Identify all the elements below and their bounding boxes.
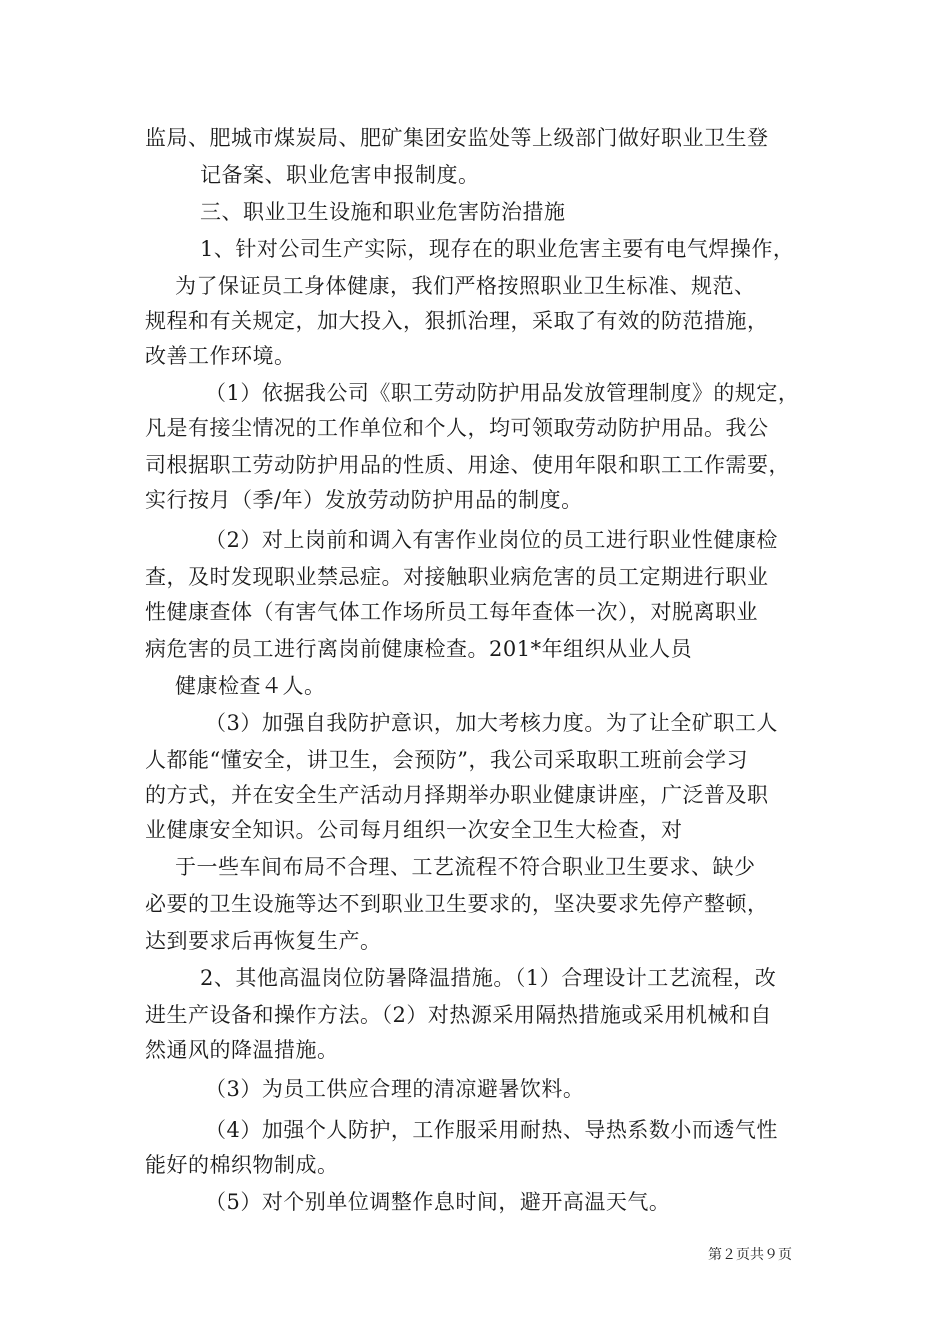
text-line: 记备案、职业危害申报制度。	[200, 163, 480, 187]
text-line: （4）加强个人防护，工作服采用耐热、导热系数小而透气性	[205, 1118, 778, 1142]
text-line: （3）加强自我防护意识，加大考核力度。为了让全矿职工人	[205, 711, 778, 735]
text-line: 监局、肥城市煤炭局、肥矿集团安监处等上级部门做好职业卫生登	[145, 126, 769, 150]
text-line: 凡是有接尘情况的工作单位和个人，均可领取劳动防护用品。我公	[145, 416, 769, 440]
text-line: 必要的卫生设施等达不到职业卫生要求的，坚决要求先停产整顿，	[145, 892, 769, 916]
text-line: 能好的棉织物制成。	[145, 1153, 339, 1177]
text-line: （2）对上岗前和调入有害作业岗位的员工进行职业性健康检	[205, 528, 778, 552]
text-line: （1）依据我公司《职工劳动防护用品发放管理制度》的规定，	[205, 381, 800, 405]
text-line: （3）为员工供应合理的清凉避暑饮料。	[205, 1077, 585, 1101]
text-line: 查，及时发现职业禁忌症。对接触职业病危害的员工定期进行职业	[145, 565, 769, 589]
text-line: 然通风的降温措施。	[145, 1038, 339, 1062]
text-line: 为了保证员工身体健康，我们严格按照职业卫生标准、规范、	[175, 274, 756, 298]
text-line: 性健康查体（有害气体工作场所员工每年查体一次），对脱离职业	[145, 600, 758, 624]
text-line: 于一些车间布局不合理、工艺流程不符合职业卫生要求、缺少	[175, 855, 756, 879]
text-line: 1、针对公司生产实际，现存在的职业危害主要有电气焊操作，	[200, 237, 795, 261]
text-line: 达到要求后再恢复生产。	[145, 929, 382, 953]
text-line: 2、其他高温岗位防暑降温措施。（1）合理设计工艺流程，改	[200, 966, 777, 990]
text-line: 人都能“懂安全，讲卫生，会预防”，我公司采取职工班前会学习	[145, 748, 748, 772]
text-line: 进生产设备和操作方法。（2）对热源采用隔热措施或采用机械和自	[145, 1003, 772, 1027]
text-line: 业健康安全知识。公司每月组织一次安全卫生大检查，对	[145, 818, 683, 842]
page-number: 第２页共９页	[708, 1247, 792, 1263]
text-line: 实行按月（季/年）发放劳动防护用品的制度。	[145, 488, 583, 512]
text-line: 规程和有关规定，加大投入，狠抓治理，采取了有效的防范措施，	[145, 309, 769, 333]
text-line: 司根据职工劳动防护用品的性质、用途、使用年限和职工工作需要，	[145, 453, 790, 477]
text-line: 病危害的员工进行离岗前健康检查。201*年组织从业人员	[145, 637, 693, 661]
text-line: 的方式，并在安全生产活动月择期举办职业健康讲座，广泛普及职	[145, 783, 769, 807]
text-line: （5）对个别单位调整作息时间，避开高温天气。	[205, 1190, 671, 1214]
text-line: 改善工作环境。	[145, 344, 296, 368]
text-line: 健康检查４人。	[175, 674, 326, 698]
section-heading: 三、职业卫生设施和职业危害防治措施	[200, 200, 566, 224]
